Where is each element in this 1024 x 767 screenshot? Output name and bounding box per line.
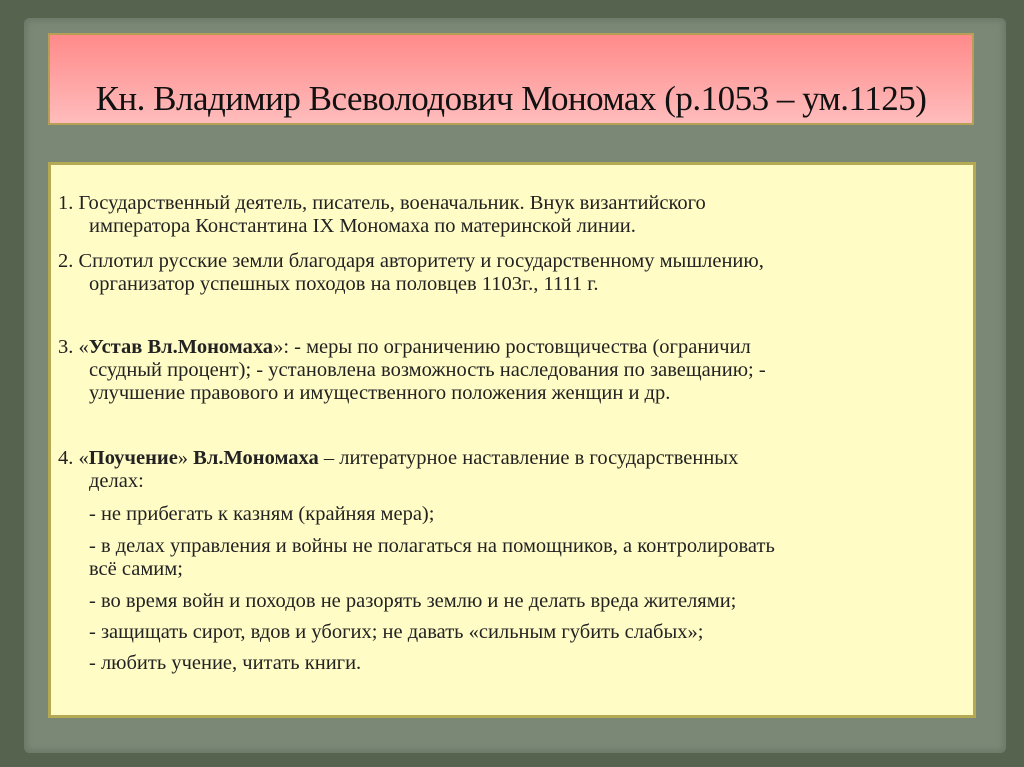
item-3-line-3: улучшение правового и имущественного положения женщин и др. [89, 382, 671, 404]
item-3-prefix: 3. « [58, 336, 89, 358]
bullet: - во время войн и походов не разорять землю и не делать вреда жителями; [89, 590, 737, 612]
bullet: - не прибегать к казням (крайняя мера); [89, 503, 435, 525]
item-1-line-1: 1. Государственный деятель, писатель, военачальник. Внук византийского [58, 192, 706, 214]
item-1-line-2: императора Константина IX Мономаха по материнской линии. [89, 215, 636, 237]
item-2-line-1: 2. Сплотил русские земли благодаря авторитету и государственному мышлению, [58, 250, 764, 272]
bullet: - защищать сирот, вдов и убогих; не давать «сильным губить слабых»; [89, 621, 704, 643]
bullet-continuation: всё самим; [89, 558, 183, 580]
title-box [48, 33, 974, 125]
item-2-line-2: организатор успешных походов на половцев 1103г., 1111 г. [89, 273, 599, 295]
bullet: - любить учение, читать книги. [89, 652, 362, 674]
item-4-prefix: 4. « [58, 447, 89, 469]
item-4-mid: » [177, 447, 194, 469]
item-3-bold: Устав Вл.Мономаха [88, 336, 274, 358]
item-4-line-1 [58, 447, 738, 470]
slide-title: Кн. Владимир Всеволодович Мономах (р.1053 – ум.1125) [95, 79, 927, 118]
item-4-line-2: делах: [89, 470, 144, 492]
bullet: - в делах управления и войны не полагаться на помощников, а контролировать [89, 535, 775, 557]
item-4-bold-2: Вл.Мономаха [193, 447, 319, 469]
item-3-suffix: »: - меры по ограничению ростовщичества (ограничил [273, 336, 751, 358]
item-4-bold-1: Поучение [88, 447, 178, 469]
item-3-line-1 [58, 336, 751, 359]
item-4-suffix: – литературное наставление в государственных [318, 447, 739, 469]
item-3-line-2: ссудный процент); - установлена возможность наследования по завещанию; - [89, 359, 766, 381]
